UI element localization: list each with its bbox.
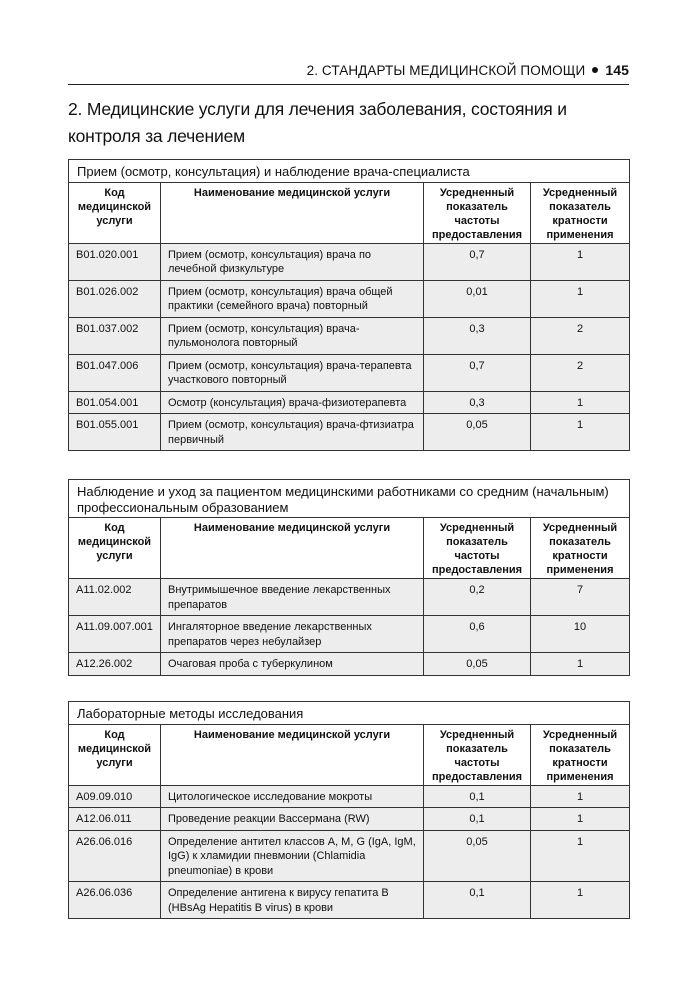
service-code: B01.047.006 xyxy=(69,354,161,391)
service-name: Прием (осмотр, консультация) врача по лечебной физкультуре xyxy=(161,243,424,280)
table-row xyxy=(69,616,630,653)
col-header-multiplicity: Усредненный показатель кратности применения xyxy=(531,518,630,579)
multiplicity-value: 10 xyxy=(531,616,630,653)
table-row xyxy=(69,830,630,882)
service-code: A09.09.010 xyxy=(69,785,161,808)
bullet-icon xyxy=(592,67,598,73)
table-row xyxy=(69,391,630,414)
frequency-value: 0,1 xyxy=(424,808,531,831)
table-row xyxy=(69,280,630,317)
service-name: Определение антигена к вирусу гепатита B (HBsAg Hepatitis B virus) в крови xyxy=(161,882,424,919)
service-code: B01.055.001 xyxy=(69,414,161,451)
service-name: Прием (осмотр, консультация) врача общей практики (семейного врача) повторный xyxy=(161,280,424,317)
frequency-value: 0,3 xyxy=(424,317,531,354)
service-code: A11.02.002 xyxy=(69,579,161,616)
table-row xyxy=(69,414,630,451)
table-caption: Лабораторные методы исследования xyxy=(69,702,630,725)
service-code: A12.06.011 xyxy=(69,808,161,831)
service-code: B01.020.001 xyxy=(69,243,161,280)
col-header-name: Наименование медицинской услуги xyxy=(161,724,424,785)
col-header-name: Наименование медицинской услуги xyxy=(161,518,424,579)
col-header-frequency: Усредненный показатель частоты предоставления xyxy=(424,724,531,785)
multiplicity-value: 1 xyxy=(531,882,630,919)
table-caption: Прием (осмотр, консультация) и наблюдение врача-специалиста xyxy=(69,160,630,183)
service-code: A26.06.036 xyxy=(69,882,161,919)
table-row xyxy=(69,785,630,808)
frequency-value: 0,05 xyxy=(424,653,531,676)
service-code: B01.037.002 xyxy=(69,317,161,354)
multiplicity-value: 1 xyxy=(531,808,630,831)
table-row xyxy=(69,808,630,831)
service-name: Цитологическое исследование мокроты xyxy=(161,785,424,808)
col-header-code: Код медицинской услуги xyxy=(69,182,161,243)
multiplicity-value: 1 xyxy=(531,391,630,414)
table-row xyxy=(69,354,630,391)
service-name: Осмотр (консультация) врача-физиотерапевта xyxy=(161,391,424,414)
service-code: B01.054.001 xyxy=(69,391,161,414)
service-name: Очаговая проба с туберкулином xyxy=(161,653,424,676)
table-header-row xyxy=(69,724,630,785)
table-row xyxy=(69,243,630,280)
frequency-value: 0,05 xyxy=(424,830,531,882)
service-name: Проведение реакции Вассермана (RW) xyxy=(161,808,424,831)
services-table-3 xyxy=(68,701,630,919)
table-header-row xyxy=(69,518,630,579)
frequency-value: 0,1 xyxy=(424,785,531,808)
frequency-value: 0,05 xyxy=(424,414,531,451)
service-name: Внутримышечное введение лекарственных препаратов xyxy=(161,579,424,616)
multiplicity-value: 1 xyxy=(531,414,630,451)
frequency-value: 0,01 xyxy=(424,280,531,317)
service-code: A26.06.016 xyxy=(69,830,161,882)
frequency-value: 0,6 xyxy=(424,616,531,653)
table-row xyxy=(69,579,630,616)
multiplicity-value: 7 xyxy=(531,579,630,616)
table-header-row xyxy=(69,182,630,243)
running-head xyxy=(68,62,629,82)
table-row xyxy=(69,653,630,676)
frequency-value: 0,1 xyxy=(424,882,531,919)
multiplicity-value: 1 xyxy=(531,785,630,808)
frequency-value: 0,3 xyxy=(424,391,531,414)
service-code: A12.26.002 xyxy=(69,653,161,676)
service-name: Прием (осмотр, консультация) врача-фтизиатра первичный xyxy=(161,414,424,451)
table-row xyxy=(69,882,630,919)
col-header-multiplicity: Усредненный показатель кратности применения xyxy=(531,182,630,243)
frequency-value: 0,2 xyxy=(424,579,531,616)
service-code: B01.026.002 xyxy=(69,280,161,317)
col-header-code: Код медицинской услуги xyxy=(69,724,161,785)
service-name: Прием (осмотр, консультация) врача-терапевта участкового повторный xyxy=(161,354,424,391)
section-title: 2. Медицинские услуги для лечения заболевания, состояния и контроля за лечением xyxy=(68,99,567,146)
frequency-value: 0,7 xyxy=(424,354,531,391)
table-row xyxy=(69,317,630,354)
service-name: Определение антител классов A, M, G (IgA, IgM, IgG) к хламидии пневмонии (Chlamidia pneumoniae) в крови xyxy=(161,830,424,882)
running-head-section: 2. СТАНДАРТЫ МЕДИЦИНСКОЙ ПОМОЩИ xyxy=(306,63,586,78)
table-caption: Наблюдение и уход за пациентом медицинскими работниками со средним (начальным) профессиональным образованием xyxy=(69,480,630,518)
multiplicity-value: 2 xyxy=(531,317,630,354)
header-rule xyxy=(68,84,629,85)
page-number: 145 xyxy=(605,62,629,78)
col-header-frequency: Усредненный показатель частоты предоставления xyxy=(424,182,531,243)
service-name: Ингаляторное введение лекарственных препаратов через небулайзер xyxy=(161,616,424,653)
multiplicity-value: 2 xyxy=(531,354,630,391)
col-header-multiplicity: Усредненный показатель кратности применения xyxy=(531,724,630,785)
col-header-code: Код медицинской услуги xyxy=(69,518,161,579)
multiplicity-value: 1 xyxy=(531,243,630,280)
service-code: A11.09.007.001 xyxy=(69,616,161,653)
services-table-2 xyxy=(68,479,630,676)
col-header-frequency: Усредненный показатель частоты предоставления xyxy=(424,518,531,579)
multiplicity-value: 1 xyxy=(531,653,630,676)
multiplicity-value: 1 xyxy=(531,830,630,882)
services-table-1 xyxy=(68,159,630,451)
multiplicity-value: 1 xyxy=(531,280,630,317)
frequency-value: 0,7 xyxy=(424,243,531,280)
col-header-name: Наименование медицинской услуги xyxy=(161,182,424,243)
service-name: Прием (осмотр, консультация) врача-пульмонолога повторный xyxy=(161,317,424,354)
